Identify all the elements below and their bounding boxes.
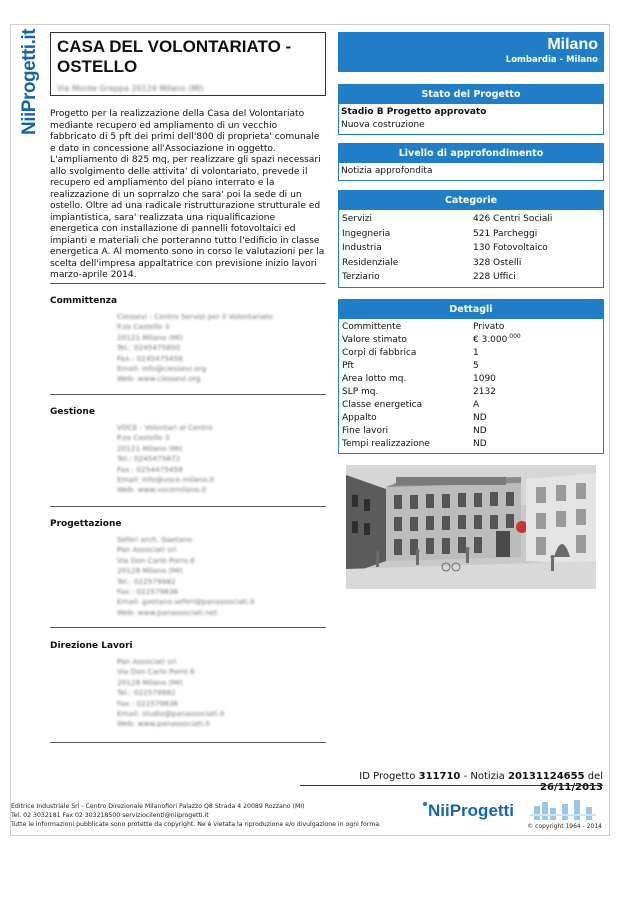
contact-line: Email: studio@panassociati.it — [117, 709, 225, 719]
contact-line: Pan Associati srl — [117, 657, 177, 666]
detail-row — [341, 373, 601, 386]
contact-lines — [117, 312, 326, 385]
contact-line: Seferi arch. Gaetano — [117, 535, 193, 544]
footer-logo — [422, 798, 602, 822]
contact-line: 20121 Milano (MI) — [117, 332, 183, 342]
contact-lines — [117, 657, 326, 730]
contact-heading: Progettazione — [50, 519, 122, 529]
notizia-value: 20131124655 — [507, 771, 585, 782]
panel-body — [339, 104, 603, 134]
notizia-label: Notizia — [470, 771, 505, 782]
contact-line: Fax.: 0245475458 — [117, 353, 183, 363]
vertical-logo — [18, 29, 42, 137]
id-separator: - — [463, 771, 468, 782]
panel-header: Categorie — [339, 191, 603, 210]
contact-line: Tel.: 0245475850 — [117, 343, 181, 353]
divider — [50, 394, 326, 395]
panel-header: Dettagli — [339, 300, 603, 319]
contact-gestione — [50, 407, 326, 496]
contact-line: Pan Associati srl — [117, 545, 177, 555]
detail-value: ND — [473, 413, 487, 423]
detail-value: ND — [473, 426, 487, 436]
category-row — [341, 241, 601, 256]
project-rendering-image — [346, 465, 596, 589]
panel-body — [339, 319, 603, 453]
detail-value: € 3.000 — [473, 335, 508, 345]
footer-text — [11, 802, 391, 829]
contact-line: Tel.: 022579982 — [117, 576, 176, 586]
detail-value: 1 — [473, 348, 479, 358]
category-sector: Terziario — [342, 272, 380, 282]
footer-line: Editrice Industriale Srl - Centro Direzionale Milanofiori Palazzo Q8 Strada 4 20089 Rozzano (MI) — [11, 803, 305, 810]
id-value: 311710 — [418, 771, 461, 782]
divider — [300, 785, 603, 786]
contact-line: Tel.: 0245475872 — [117, 454, 181, 464]
contact-line: Ciessevi - Centro Servizi per il Volontariato — [117, 312, 273, 321]
city-name: Milano — [547, 36, 598, 53]
contact-direzione-lavori — [50, 641, 326, 730]
contact-line: Web: www.panassociati.it — [117, 719, 211, 729]
footer-logo-text: NiiProgetti — [428, 801, 514, 820]
contact-line: VOCE - Volontari al Centro — [117, 423, 213, 432]
footer-line: Tel. 02 3032181 Fax 02 303218500 serviziocilenti@niiprogetti.it — [11, 812, 209, 819]
contact-line: Email: info@ciessevi.org — [117, 364, 207, 374]
vertical-logo-text: NiiProgetti.it — [19, 29, 41, 135]
divider — [50, 506, 326, 507]
construction-type: Nuova costruzione — [341, 120, 425, 130]
category-sector: Residenziale — [342, 257, 399, 268]
category-sector: Ingegneria — [342, 228, 391, 239]
category-row — [341, 256, 601, 271]
footer-copyright: © copyright 1964 - 2014 — [527, 823, 602, 830]
detail-value: Privato — [473, 322, 505, 332]
project-description: Progetto per la realizzazione della Casa del Volontariato mediante recupero ed ampliamento di un vecchio fabbricato di 5 pft dei primi dell'800 di proprieta' comunale e dato in concessione all'Associazione in oggetto. L'ampliamento di 825 mq, per realizzare gli spazi necessari allo svolgimento delle attivita' di volontariato, prevede il recupero ed ampliamento del piano interrato e la realizzazione di un soprralzo che sara' poi la sede di un ostello. Oltre ad una radicale ristrutturazione strutturale ed impiantistica, sara' realizzata una riqualificazione energetica con installazione di pannelli fotovoltaici ed impianti e materiali che porteranno tutto l'edificio in classe energetica A. Al momento sono in corso le valutazioni per la scelta dell'impresa appaltatrice con previsione inizio lavori marzo-aprile 2014. — [50, 109, 325, 280]
contact-line: P.za Castello 3 — [117, 322, 170, 332]
detail-row — [341, 425, 601, 438]
category-row — [341, 227, 601, 242]
dettagli-panel — [338, 299, 604, 454]
category-sector: Servizi — [342, 214, 373, 224]
contact-line: 20128 Milano (MI) — [117, 677, 183, 687]
detail-row — [341, 438, 601, 451]
detail-key: Classe energetica — [342, 400, 423, 410]
contact-line: Email: info@voce.milano.it — [117, 475, 215, 485]
detail-key: Committente — [342, 322, 402, 332]
detail-row — [341, 399, 601, 412]
contact-line: Web: www.vocemilano.it — [117, 485, 207, 495]
contact-line: Email: gaetano.seferi@panassociati.it — [117, 597, 255, 607]
contact-line: Fax.: 022579836 — [117, 698, 179, 708]
notizia-date: 26/11/2013 — [540, 782, 603, 793]
contact-progettazione — [50, 519, 326, 618]
category-value: 228 Uffici — [473, 272, 516, 282]
detail-key: Tempi realizzazione — [342, 439, 430, 449]
region-name: Lombardia - Milano — [505, 55, 598, 65]
detail-value-sup: .000 — [507, 333, 521, 340]
contact-line: 20128 Milano (MI) — [117, 566, 183, 576]
contact-line: Web: www.panassociati.net — [117, 607, 218, 617]
detail-value-wrap — [473, 334, 601, 347]
panel-body — [339, 163, 603, 180]
detail-value: ND — [473, 439, 487, 449]
contact-line: Fax.: 022579836 — [117, 587, 179, 597]
id-label: ID Progetto — [359, 771, 416, 782]
detail-key: Pft — [342, 361, 354, 371]
category-value: 426 Centri Sociali — [473, 214, 553, 224]
divider — [50, 742, 326, 743]
del-label: del — [587, 771, 603, 782]
category-sector: Industria — [342, 243, 382, 253]
livello-value: Notizia approfondita — [341, 166, 433, 176]
detail-key: Corpi di fabbrica — [342, 348, 417, 358]
detail-key: SLP mq. — [342, 387, 379, 397]
panel-header: Stato del Progetto — [339, 85, 603, 104]
contact-line: Tel.: 022579982 — [117, 688, 176, 698]
project-title: CASA DEL VOLONTARIATO - OSTELLO — [57, 37, 292, 76]
detail-value: A — [473, 400, 480, 410]
detail-row — [341, 334, 601, 347]
project-address: Via Monte Grappa 20124 Milano (MI) — [57, 84, 204, 93]
detail-row — [341, 386, 601, 399]
project-title-box — [50, 32, 326, 96]
contact-line: 20121 Milano (MI) — [117, 443, 183, 453]
project-stage: Stadio B Progetto approvato — [341, 107, 487, 117]
contact-heading: Gestione — [50, 407, 95, 417]
footer-logo-graphic — [422, 798, 602, 822]
contact-heading: Direzione Lavori — [50, 641, 133, 651]
contact-committenza — [50, 296, 326, 385]
detail-key: Fine lavori — [342, 426, 389, 436]
contact-line: Via Don Carlo Porro 6 — [117, 667, 195, 677]
contact-heading: Committenza — [50, 296, 118, 306]
stato-panel — [338, 84, 604, 135]
footer-line: Tutte le informazioni pubblicate sono protette da copyright. Ne è vietata la riproduzione e/o divulgazione in ogni forma. — [11, 821, 382, 828]
detail-value: 2132 — [473, 387, 496, 397]
detail-key: Appalto — [342, 413, 377, 423]
project-id-line — [300, 771, 603, 793]
contact-line: Via Don Carlo Porro 6 — [117, 555, 195, 565]
location-box — [338, 32, 604, 72]
category-value: 521 Parcheggi — [473, 228, 538, 239]
detail-row — [341, 347, 601, 360]
contact-line: P.za Castello 3 — [117, 433, 170, 443]
livello-panel — [338, 143, 604, 181]
contact-line: Fax.: 0254475458 — [117, 464, 183, 474]
category-value: 130 Fotovoltaico — [473, 243, 548, 253]
category-value: 328 Ostelli — [473, 257, 522, 268]
category-row — [341, 270, 601, 285]
categorie-panel — [338, 190, 604, 288]
panel-body — [339, 210, 603, 287]
detail-row — [341, 412, 601, 425]
detail-key: Area lotto mq. — [342, 374, 407, 384]
detail-row — [341, 360, 601, 373]
detail-value: 1090 — [473, 374, 496, 384]
panel-header: Livello di approfondimento — [339, 144, 603, 163]
divider — [50, 627, 326, 628]
contact-line: Web: www.ciessevi.org — [117, 374, 201, 384]
contact-lines — [117, 423, 326, 496]
detail-value: 5 — [473, 361, 479, 371]
contact-lines — [117, 535, 326, 618]
divider — [50, 283, 326, 284]
category-row — [341, 212, 601, 227]
detail-row — [341, 321, 601, 334]
detail-key: Valore stimato — [342, 335, 407, 345]
